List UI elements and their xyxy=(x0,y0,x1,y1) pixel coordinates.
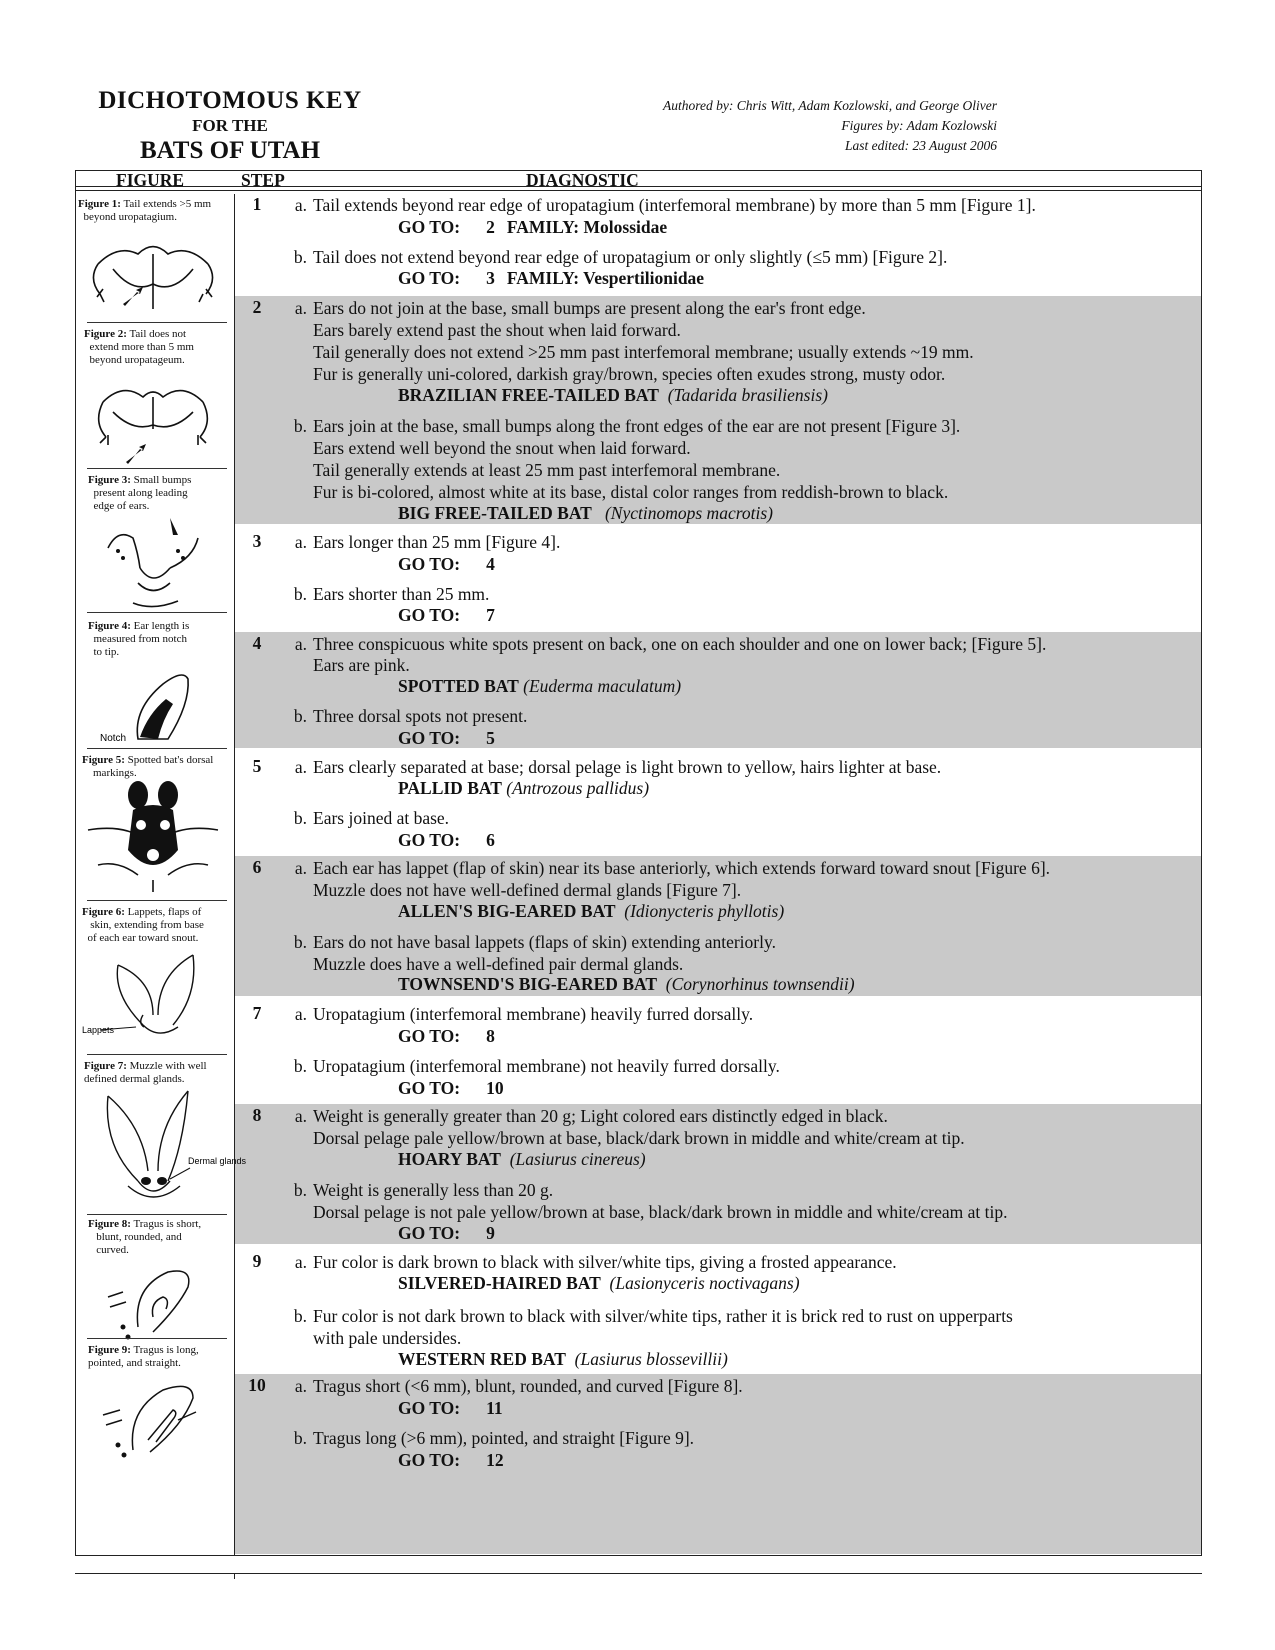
column-header-diagnostic: DIAGNOSTIC xyxy=(526,170,639,190)
step-10-band xyxy=(235,1374,1201,1554)
figure-divider xyxy=(87,322,227,323)
figure-5: Figure 5: Spotted bat's dorsal markings. xyxy=(78,754,230,895)
step-9a-species: SILVERED-HAIRED BAT (Lasionyceris noctivagans) xyxy=(398,1273,800,1293)
step-9b-line: with pale undersides. xyxy=(313,1328,462,1348)
step-5-number: 5 xyxy=(252,756,262,776)
step-3b-goto: GO TO: 7 xyxy=(398,605,495,625)
step-7a-goto: GO TO: 8 xyxy=(398,1026,495,1046)
step-1a-goto: GO TO: 2 FAMILY: Molossidae xyxy=(398,217,668,237)
step-2-number: 2 xyxy=(252,297,262,317)
step-2b-line: Fur is bi-colored, almost white at its base, distal color ranges from reddish-brown to black. xyxy=(313,482,949,502)
step-8-number: 8 xyxy=(252,1105,262,1125)
step-5b-goto: GO TO: 6 xyxy=(398,830,495,850)
column-divider xyxy=(234,194,235,1556)
step-7b-line: b. Uropatagium (interfemoral membrane) not heavily furred dorsally. xyxy=(293,1056,780,1076)
step-2a-line: a. Ears do not join at the base, small bumps are present along the ear's front edge. xyxy=(294,298,866,318)
figure-8: Figure 8: Tragus is short, blunt, rounded, and curved. xyxy=(78,1218,230,1342)
step-6b-species: TOWNSEND'S BIG-EARED BAT (Corynorhinus townsendii) xyxy=(398,974,855,994)
step-6b-line: b. Ears do not have basal lappets (flaps of skin) extending anteriorly. xyxy=(293,932,776,952)
authored-by: Authored by: Chris Witt, Adam Kozlowski, and George Oliver xyxy=(663,98,997,113)
step-8b-goto: GO TO: 9 xyxy=(398,1223,495,1243)
step-10a-goto: GO TO: 11 xyxy=(398,1398,503,1418)
step-4-number: 4 xyxy=(252,633,262,653)
figure-3: Figure 3: Small bumps present along leading edge of ears. xyxy=(78,474,230,613)
step-3-number: 3 xyxy=(252,531,262,551)
step-7a-line: a. Uropatagium (interfemoral membrane) heavily furred dorsally. xyxy=(294,1004,754,1024)
step-1-number: 1 xyxy=(252,194,262,214)
step-4a-line: Ears are pink. xyxy=(313,655,410,675)
step-4b-line: b. Three dorsal spots not present. xyxy=(293,706,528,726)
step-10b-goto: GO TO: 12 xyxy=(398,1450,504,1470)
step-2a-line: Tail generally does not extend >25 mm past interfemoral membrane; usually extends ~19 mm. xyxy=(313,342,974,362)
figure-divider xyxy=(87,1338,227,1339)
figure-divider xyxy=(87,1054,227,1055)
step-3a-goto: GO TO: 4 xyxy=(398,554,495,574)
figure-4: Figure 4: Ear length is measured from notch to tip. Notch xyxy=(78,620,230,744)
step-10a-line: a. Tragus short (<6 mm), blunt, rounded, and curved [Figure 8]. xyxy=(294,1376,743,1396)
step-3a-line: a. Ears longer than 25 mm [Figure 4]. xyxy=(294,532,561,552)
figures-by: Figures by: Adam Kozlowski xyxy=(841,118,997,133)
step-6a-line: Muzzle does not have well-defined dermal glands [Figure 7]. xyxy=(313,880,742,900)
svg-text:Lappets: Lappets xyxy=(82,1025,115,1035)
dermal-glands-label: Dermal glands xyxy=(188,1156,247,1166)
step-9b-species: WESTERN RED BAT (Lasiurus blossevillii) xyxy=(398,1349,728,1369)
figure-6: Figure 6: Lappets, flaps of skin, extending from base of each ear toward snout. Lappets xyxy=(78,906,230,1045)
step-9a-line: a. Fur color is dark brown to black with silver/white tips, giving a frosted appearance. xyxy=(294,1252,897,1272)
step-2a-species: BRAZILIAN FREE-TAILED BAT (Tadarida brasiliensis) xyxy=(398,385,828,405)
step-1a-line: a. Tail extends beyond rear edge of uropatagium (interfemoral membrane) by more than 5 mm [Figure 1]. xyxy=(294,195,1036,215)
header-rule xyxy=(75,186,1202,187)
step-10b-line: b. Tragus long (>6 mm), pointed, and straight [Figure 9]. xyxy=(293,1428,695,1448)
figure-9: Figure 9: Tragus is long, pointed, and straight. xyxy=(78,1344,230,1460)
figure-divider xyxy=(87,468,227,469)
tail-short-bat-icon xyxy=(78,367,228,467)
step-8b-line: Dorsal pelage is not pale yellow/brown at base, black/dark brown in middle and white/cream at tip. xyxy=(313,1202,1008,1222)
next-table-divider xyxy=(234,1573,235,1579)
figure-divider xyxy=(87,1214,227,1215)
step-5a-line: a. Ears clearly separated at base; dorsal pelage is light brown to yellow, hairs lighter at base. xyxy=(294,757,942,777)
long-tragus-icon xyxy=(78,1370,228,1460)
ear-length-icon xyxy=(78,659,228,744)
svg-text:Notch: Notch xyxy=(100,733,127,744)
step-2b-line: b. Ears join at the base, small bumps along the front edges of the ear are not present [Figure 3]. xyxy=(293,416,961,436)
step-2b-species: BIG FREE-TAILED BAT (Nyctinomops macrotis) xyxy=(398,503,773,523)
step-10-number: 10 xyxy=(248,1375,266,1395)
step-7-number: 7 xyxy=(252,1003,262,1023)
step-5b-line: b. Ears joined at base. xyxy=(293,808,450,828)
short-tragus-icon xyxy=(78,1257,228,1342)
title-line-2: FOR THE xyxy=(192,116,268,135)
figure-1: Figure 1: Tail extends >5 mm beyond uropatagium. xyxy=(78,198,230,314)
lappets-bat-head-icon xyxy=(78,945,228,1045)
figure-divider xyxy=(87,612,227,613)
step-8a-line: a. Weight is generally greater than 20 g; Light colored ears distinctly edged in black. xyxy=(294,1106,888,1126)
document-title xyxy=(75,86,385,166)
step-2a-line: Fur is generally uni-colored, darkish gray/brown, species often exudes strong, musty odor. xyxy=(313,364,946,384)
step-2b-line: Ears extend well beyond the snout when laid forward. xyxy=(313,438,691,458)
step-1b-line: b. Tail does not extend beyond rear edge of uropatagium or only slightly (≤5 mm) [Figure 2]. xyxy=(293,247,948,267)
step-4b-goto: GO TO: 5 xyxy=(398,728,495,748)
title-line-1: DICHOTOMOUS KEY xyxy=(98,87,362,114)
step-7b-goto: GO TO: 10 xyxy=(398,1078,504,1098)
figure-divider xyxy=(87,900,227,901)
step-8a-line: Dorsal pelage pale yellow/brown at base, black/dark brown in middle and white/cream at tip. xyxy=(313,1128,965,1148)
step-8a-species: HOARY BAT (Lasiurus cinereus) xyxy=(398,1149,646,1169)
dermal-glands-bat-head-icon xyxy=(78,1086,247,1211)
ear-bumps-bat-face-icon xyxy=(78,513,228,613)
tail-extended-bat-icon xyxy=(78,224,228,314)
step-2a-line: Ears barely extend past the shout when laid forward. xyxy=(313,320,681,340)
figure-2: Figure 2: Tail does not extend more than 5 mm beyond uropatageum. xyxy=(78,328,230,467)
next-table-top-rule xyxy=(75,1573,1202,1574)
step-2b-line: Tail generally extends at least 25 mm past interfemoral membrane. xyxy=(313,460,781,480)
figure-7: Figure 7: Muzzle with well defined dermal glands. Dermal glands xyxy=(78,1060,230,1211)
step-9-number: 9 xyxy=(252,1251,262,1271)
step-3b-line: b. Ears shorter than 25 mm. xyxy=(293,584,490,604)
step-6b-line: Muzzle does have a well-defined pair dermal glands. xyxy=(313,954,684,974)
step-4a-species: SPOTTED BAT (Euderma maculatum) xyxy=(398,676,682,696)
step-9b-line: b. Fur color is not dark brown to black with silver/white tips, rather it is brick red to rust on upperparts xyxy=(293,1306,1013,1326)
header-rule-2 xyxy=(75,190,1202,191)
step-5a-species: PALLID BAT (Antrozous pallidus) xyxy=(398,778,650,798)
step-4a-line: a. Three conspicuous white spots present on back, one on each shoulder and one on lower back; [Figure 5]. xyxy=(294,634,1047,654)
step-6a-species: ALLEN'S BIG-EARED BAT (Idionycteris phyllotis) xyxy=(398,901,785,921)
column-header-figure: FIGURE xyxy=(116,170,185,190)
step-6a-line: a. Each ear has lappet (flap of skin) near its base anteriorly, which extends forward toward snout [Figure 6]. xyxy=(294,858,1051,878)
title-line-3: BATS OF UTAH xyxy=(139,137,321,164)
spotted-bat-icon xyxy=(78,780,228,895)
step-6-number: 6 xyxy=(252,857,262,877)
figure-divider xyxy=(87,748,227,749)
last-edited: Last edited: 23 August 2006 xyxy=(844,138,997,153)
step-8b-line: b. Weight is generally less than 20 g. xyxy=(293,1180,554,1200)
credits xyxy=(663,96,997,156)
step-1b-goto: GO TO: 3 FAMILY: Vespertilionidae xyxy=(398,268,705,288)
column-header-step: STEP xyxy=(241,170,285,190)
